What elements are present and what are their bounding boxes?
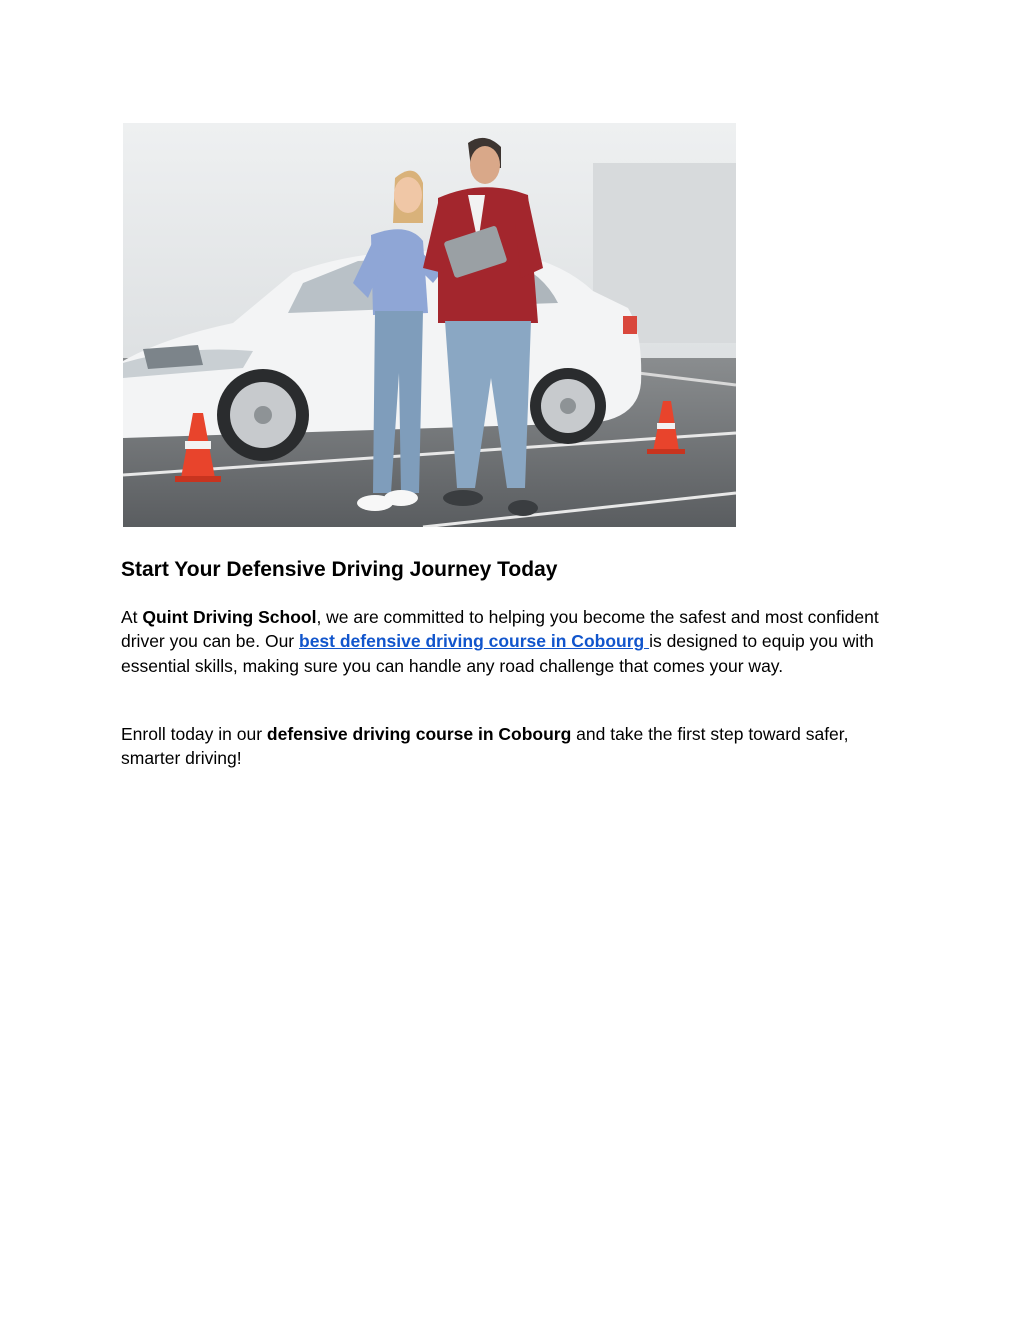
text-span: is designed to equip you with essential skills, making sure you can handle any road challenge that comes your way. [121,631,874,676]
school-name: Quint Driving School [142,607,317,627]
intro-paragraph [121,605,906,678]
enroll-paragraph [121,722,906,771]
section-heading: Start Your Defensive Driving Journey Today [121,558,558,581]
course-link[interactable]: best defensive driving course in Cobourg [299,631,650,652]
course-name: defensive driving course in Cobourg [266,724,572,744]
text-span: At [121,607,143,627]
text-span: , we are committed to helping you become the safest and most confident driver you can be. Our [121,607,879,652]
hero-image [123,123,736,527]
text-span: Enroll today in our [121,724,267,744]
text-span: and take the first step toward safer, smarter driving! [121,724,849,769]
